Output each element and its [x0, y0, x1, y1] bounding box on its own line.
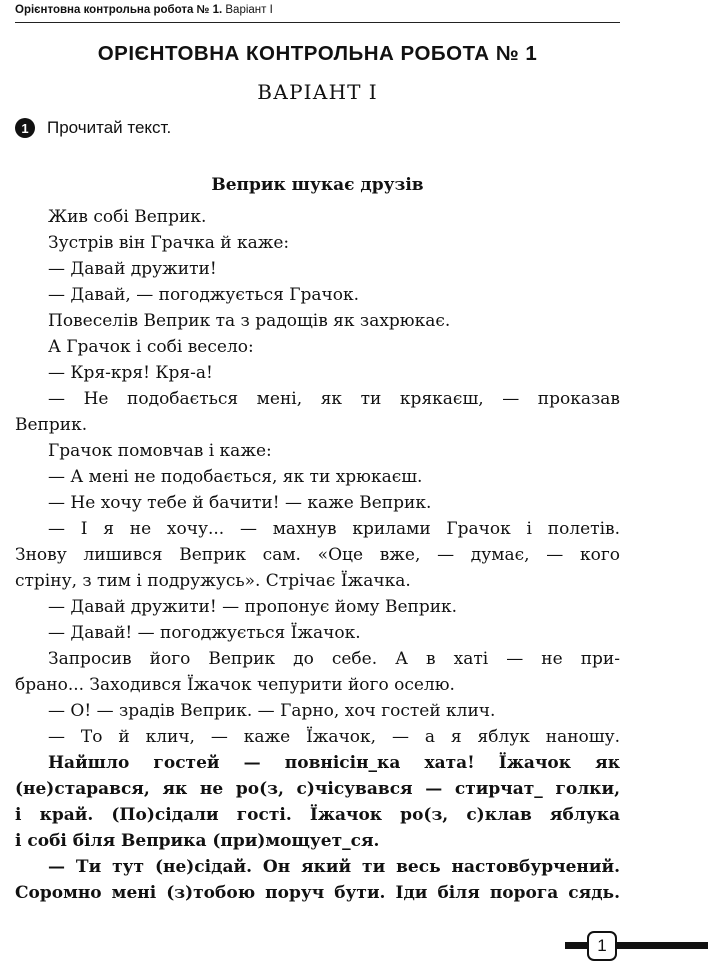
story-line: — Ти тут (не)сідай. Он який ти весь настовбурчений.: [48, 857, 620, 877]
header-rule: [15, 22, 620, 23]
story-line: — Кря-кря! Кря-а!: [48, 363, 213, 383]
story-line: Найшло гостей — повнісін_ка хата! Їжачок як: [48, 753, 620, 773]
task-text: Прочитай текст.: [47, 118, 172, 137]
story-line: Веприк.: [15, 415, 88, 435]
story-text: [15, 204, 620, 906]
story-line: Запросив його Веприк до себе. А в хаті — не при-: [48, 649, 620, 669]
story-line: — Давай! — погоджується Їжачок.: [48, 623, 361, 643]
page-rule-right: [617, 942, 708, 949]
story-line: стріну, з тим і подружусь». Стрічає Їжачка.: [15, 571, 411, 591]
story-line: — Давай дружити!: [48, 259, 217, 279]
running-header-bold: Орієнтовна контрольна робота № 1.: [15, 4, 223, 16]
story-line: і край. (По)сідали гості. Їжачок ро(з, с)клав яблука: [15, 805, 620, 825]
story-line: брано... Заходився Їжачок чепурити його оселю.: [15, 675, 455, 695]
story-line: Соромно мені (з)тобою поруч бути. Іди біля порога сядь.: [15, 883, 620, 903]
story-title: Веприк шукає друзів: [211, 175, 424, 195]
story-line: — То й клич, — каже Їжачок, — а я яблук наношу.: [48, 727, 620, 747]
story-line: — Давай дружити! — пропонує йому Веприк.: [48, 597, 458, 617]
task-instruction: [15, 118, 171, 138]
story-line: Жив собі Веприк.: [48, 207, 207, 227]
story-line: і собі біля Веприка (при)мощует_ся.: [15, 831, 380, 851]
story-line: — О! — зрадів Веприк. — Гарно, хоч гостей клич.: [48, 701, 496, 721]
page-number: 1: [587, 931, 617, 961]
running-header: [15, 4, 273, 16]
story-line: — І я не хочу... — махнув крилами Грачок і полетів.: [48, 519, 620, 539]
page-title: ОРІЄНТОВНА КОНТРОЛЬНА РОБОТА № 1: [97, 42, 538, 65]
running-header-rest: Варіант І: [222, 4, 273, 16]
story-line: — Не хочу тебе й бачити! — каже Веприк.: [48, 493, 432, 513]
variant-title: ВАРІАНТ І: [257, 80, 378, 104]
story-line: — А мені не подобається, як ти хрюкаєш.: [48, 467, 423, 487]
story-line: Зустрів він Грачка й каже:: [48, 233, 290, 253]
story-line: Грачок помовчав і каже:: [48, 441, 272, 461]
story-line: Знову лишився Веприк сам. «Оце вже, — думає, — кого: [15, 545, 620, 565]
story-line: Повеселів Веприк та з радощів як захрюкає.: [48, 311, 451, 331]
story-line: — Не подобається мені, як ти крякаєш, — проказав: [48, 389, 620, 409]
task-number-badge: 1: [15, 118, 35, 138]
story-line: (не)старався, як не ро(з, с)чісувався — стирчат_ голки,: [15, 779, 620, 799]
story-line: А Грачок і собі весело:: [48, 337, 254, 357]
story-line: — Давай, — погоджується Грачок.: [48, 285, 360, 305]
page-rule-left: [565, 942, 587, 949]
